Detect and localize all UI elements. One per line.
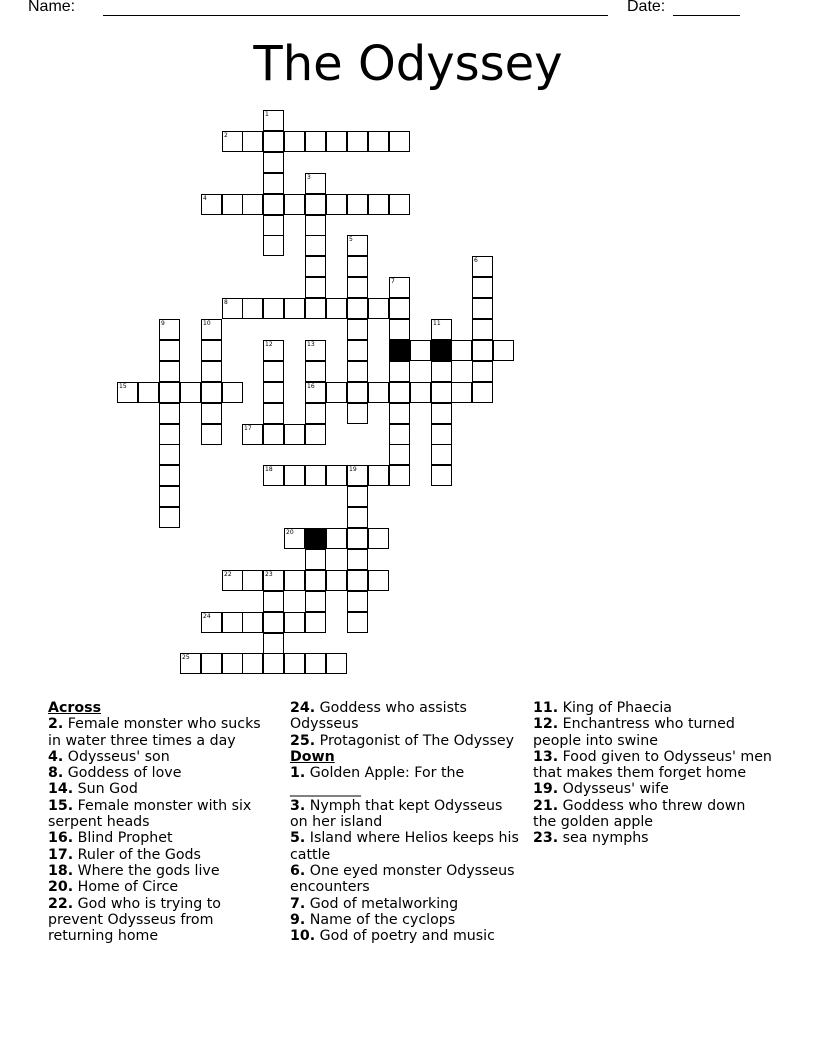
clue-number: 9 bbox=[161, 320, 165, 327]
date-label: Date: bbox=[627, 0, 666, 15]
date-field-line[interactable] bbox=[673, 15, 740, 16]
crossword-cell[interactable] bbox=[305, 215, 326, 236]
crossword-cell[interactable] bbox=[305, 424, 326, 445]
crossword-cell[interactable] bbox=[159, 319, 180, 340]
clue-item-number: 10. bbox=[290, 928, 316, 945]
crossword-cell[interactable] bbox=[284, 194, 305, 215]
crossword-cell[interactable] bbox=[242, 612, 263, 633]
across-clue-list bbox=[48, 716, 278, 944]
clue-item bbox=[48, 798, 278, 831]
crossword-cell[interactable] bbox=[180, 653, 201, 674]
crossword-cell[interactable] bbox=[284, 570, 305, 591]
clue-item-number: 20. bbox=[48, 879, 74, 896]
clue-item-text: Golden Apple: For the __________ bbox=[290, 765, 465, 798]
crossword-cell[interactable] bbox=[389, 424, 410, 445]
clue-item-text: Protagonist of The Odyssey bbox=[319, 732, 515, 749]
crossword-cell[interactable] bbox=[242, 298, 263, 319]
crossword-cell[interactable] bbox=[431, 382, 452, 403]
clue-item bbox=[48, 765, 278, 781]
crossword-cell[interactable] bbox=[347, 340, 368, 361]
clue-item-number: 21. bbox=[533, 797, 559, 814]
clue-number: 19 bbox=[349, 466, 357, 473]
clue-item bbox=[290, 733, 522, 749]
clue-item-text: Enchantress who turned people into swine bbox=[533, 716, 735, 749]
clue-item-text: Odysseus' son bbox=[67, 748, 170, 765]
crossword-cell[interactable] bbox=[326, 298, 347, 319]
clue-number: 13 bbox=[307, 341, 315, 348]
name-label: Name: bbox=[28, 0, 76, 15]
crossword-cell[interactable] bbox=[305, 340, 326, 361]
crossword-cell[interactable] bbox=[201, 361, 222, 382]
crossword-cell[interactable] bbox=[263, 424, 284, 445]
crossword-cell[interactable] bbox=[347, 465, 368, 486]
clues-column-1 bbox=[48, 700, 278, 944]
clue-item-number: 17. bbox=[48, 846, 74, 863]
clue-item-text: God who is trying to prevent Odysseus from returning home bbox=[48, 895, 221, 945]
down-heading: Down bbox=[290, 748, 335, 765]
clue-number: 3 bbox=[307, 174, 311, 181]
crossword-cell[interactable] bbox=[389, 194, 410, 215]
crossword-cell[interactable] bbox=[263, 298, 284, 319]
crossword-cell[interactable] bbox=[263, 465, 284, 486]
crossword-cell[interactable] bbox=[347, 194, 368, 215]
crossword-cell[interactable] bbox=[431, 465, 452, 486]
clue-item-text: Goddess of love bbox=[67, 765, 182, 782]
clue-item bbox=[48, 896, 278, 945]
crossword-cell[interactable] bbox=[305, 256, 326, 277]
crossword-cell[interactable] bbox=[138, 382, 159, 403]
crossword-cell[interactable] bbox=[305, 612, 326, 633]
clue-item bbox=[290, 765, 522, 798]
crossword-cell[interactable] bbox=[159, 403, 180, 424]
crossword-cell[interactable] bbox=[201, 340, 222, 361]
clue-item-text: Goddess who assists Odysseus bbox=[290, 700, 467, 733]
crossword-cell[interactable] bbox=[201, 424, 222, 445]
crossword-cell[interactable] bbox=[159, 340, 180, 361]
crossword-cell[interactable] bbox=[263, 612, 284, 633]
clue-item bbox=[290, 912, 522, 928]
crossword-cell[interactable] bbox=[305, 465, 326, 486]
clue-item-number: 22. bbox=[48, 895, 74, 912]
crossword-cell[interactable] bbox=[347, 486, 368, 507]
crossword-cell[interactable] bbox=[263, 235, 284, 256]
clue-item bbox=[290, 863, 522, 896]
crossword-cell[interactable] bbox=[263, 591, 284, 612]
clue-number: 4 bbox=[203, 195, 207, 202]
crossword-cell[interactable] bbox=[305, 403, 326, 424]
clue-item-number: 15. bbox=[48, 797, 74, 814]
crossword-cell[interactable] bbox=[222, 570, 243, 591]
crossword-cell[interactable] bbox=[117, 382, 138, 403]
clue-item bbox=[290, 830, 522, 863]
clue-item bbox=[48, 749, 278, 765]
crossword-cell[interactable] bbox=[180, 382, 201, 403]
clue-item-text: Ruler of the Gods bbox=[77, 846, 201, 863]
crossword-cell[interactable] bbox=[347, 256, 368, 277]
crossword-cell[interactable] bbox=[347, 298, 368, 319]
crossword-cell[interactable] bbox=[222, 653, 243, 674]
crossword-cell[interactable] bbox=[159, 465, 180, 486]
crossword-cell[interactable] bbox=[410, 340, 431, 361]
crossword-cell[interactable] bbox=[389, 465, 410, 486]
crossword-cell[interactable] bbox=[159, 486, 180, 507]
crossword-cell[interactable] bbox=[347, 549, 368, 570]
crossword-cell[interactable] bbox=[347, 528, 368, 549]
crossword-cell[interactable] bbox=[201, 194, 222, 215]
crossword-cell[interactable] bbox=[263, 340, 284, 361]
clue-number: 6 bbox=[474, 257, 478, 264]
clue-item-number: 24. bbox=[290, 700, 316, 716]
clue-item bbox=[533, 716, 773, 749]
clue-item-number: 6. bbox=[290, 862, 306, 879]
clue-item-number: 18. bbox=[48, 862, 74, 879]
clue-item bbox=[533, 798, 773, 831]
crossword-cell[interactable] bbox=[347, 382, 368, 403]
clue-number: 16 bbox=[307, 383, 315, 390]
crossword-cell[interactable] bbox=[326, 131, 347, 152]
crossword-cell[interactable] bbox=[201, 612, 222, 633]
clue-item-number: 25. bbox=[290, 732, 316, 749]
crossword-cell[interactable] bbox=[326, 194, 347, 215]
clue-item-text: Sun God bbox=[77, 781, 138, 798]
crossword-cell[interactable] bbox=[305, 549, 326, 570]
clue-item-number: 19. bbox=[533, 781, 559, 798]
crossword-cell[interactable] bbox=[431, 444, 452, 465]
clue-item-text: Goddess who threw down the golden apple bbox=[533, 797, 746, 831]
clue-number: 5 bbox=[349, 236, 353, 243]
crossword-cell[interactable] bbox=[201, 403, 222, 424]
crossword-cell[interactable] bbox=[284, 131, 305, 152]
clue-number: 22 bbox=[224, 571, 232, 578]
clue-item bbox=[48, 847, 278, 863]
clue-item-number: 14. bbox=[48, 781, 74, 798]
crossword-cell[interactable] bbox=[326, 465, 347, 486]
down-clue-list bbox=[290, 765, 522, 944]
crossword-cell[interactable] bbox=[159, 361, 180, 382]
clue-item bbox=[48, 830, 278, 846]
clues-column-3 bbox=[533, 700, 773, 847]
crossword-cell[interactable] bbox=[389, 403, 410, 424]
clue-number: 20 bbox=[286, 529, 294, 536]
crossword-cell[interactable] bbox=[263, 194, 284, 215]
clue-number: 25 bbox=[182, 654, 190, 661]
crossword-cell[interactable] bbox=[368, 528, 389, 549]
crossword-cell[interactable] bbox=[326, 570, 347, 591]
clue-item bbox=[290, 896, 522, 912]
worksheet-header bbox=[0, 0, 816, 24]
crossword-cell[interactable] bbox=[159, 424, 180, 445]
crossword-cell[interactable] bbox=[347, 591, 368, 612]
across-clue-list-continued bbox=[290, 700, 522, 749]
crossword-cell[interactable] bbox=[263, 653, 284, 674]
clue-item-number: 8. bbox=[48, 765, 64, 782]
crossword-cell[interactable] bbox=[263, 173, 284, 194]
clue-item-text: Odysseus' wife bbox=[562, 781, 669, 798]
crossword-cell[interactable] bbox=[347, 319, 368, 340]
crossword-cell[interactable] bbox=[284, 424, 305, 445]
crossword-cell[interactable] bbox=[347, 403, 368, 424]
clue-item-number: 5. bbox=[290, 830, 306, 847]
clue-item bbox=[290, 798, 522, 831]
crossword-cell[interactable] bbox=[305, 194, 326, 215]
clue-number: 18 bbox=[265, 466, 273, 473]
clue-item-text: Female monster with six serpent heads bbox=[48, 797, 252, 831]
clue-item-number: 4. bbox=[48, 748, 64, 765]
clue-item bbox=[48, 879, 278, 895]
crossword-cell[interactable] bbox=[472, 361, 493, 382]
clue-number: 2 bbox=[224, 132, 228, 139]
crossword-cell[interactable] bbox=[263, 152, 284, 173]
clue-item-text: Nymph that kept Odysseus on her island bbox=[290, 797, 503, 831]
clue-item-text: King of Phaecia bbox=[562, 700, 672, 716]
clue-number: 21 bbox=[307, 529, 315, 536]
crossword-cell[interactable] bbox=[263, 110, 284, 131]
crossword-cell[interactable] bbox=[431, 319, 452, 340]
clues-column-2 bbox=[290, 700, 522, 944]
clue-number: 12 bbox=[265, 341, 273, 348]
crossword-cell[interactable] bbox=[389, 131, 410, 152]
crossword-cell[interactable] bbox=[389, 361, 410, 382]
clue-number: 23 bbox=[265, 571, 273, 578]
crossword-cell[interactable] bbox=[368, 131, 389, 152]
clue-item-number: 12. bbox=[533, 716, 559, 733]
crossword-cell[interactable] bbox=[222, 382, 243, 403]
crossword-cell[interactable] bbox=[263, 361, 284, 382]
crossword-cell[interactable] bbox=[472, 277, 493, 298]
crossword-cell[interactable] bbox=[347, 277, 368, 298]
clue-item bbox=[290, 700, 522, 733]
clue-item-text: Home of Circe bbox=[77, 879, 179, 896]
clue-item bbox=[48, 716, 278, 749]
crossword-cell[interactable] bbox=[472, 382, 493, 403]
clue-item-text: Where the gods live bbox=[77, 862, 220, 879]
clue-number: 1 bbox=[265, 111, 269, 118]
crossword-cell[interactable] bbox=[368, 465, 389, 486]
clue-item-text: Blind Prophet bbox=[77, 830, 173, 847]
across-heading: Across bbox=[48, 700, 102, 716]
crossword-cell[interactable] bbox=[347, 507, 368, 528]
crossword-cell[interactable] bbox=[305, 361, 326, 382]
clue-number: 11 bbox=[433, 320, 441, 327]
clue-item-text: Food given to Odysseus' men that makes them forget home bbox=[533, 748, 772, 782]
clue-item bbox=[290, 928, 522, 944]
crossword-cell[interactable] bbox=[389, 277, 410, 298]
crossword-cell[interactable] bbox=[305, 235, 326, 256]
clue-item-number: 1. bbox=[290, 765, 306, 782]
page-title: The Odyssey bbox=[253, 36, 563, 92]
crossword-cell[interactable] bbox=[242, 653, 263, 674]
crossword-cell[interactable] bbox=[242, 424, 263, 445]
crossword-cell[interactable] bbox=[431, 403, 452, 424]
black-cell bbox=[305, 528, 326, 549]
clue-item bbox=[533, 830, 773, 846]
crossword-cell[interactable] bbox=[305, 382, 326, 403]
clue-item-text: Island where Helios keeps his cattle bbox=[290, 830, 519, 863]
crossword-cell[interactable] bbox=[368, 570, 389, 591]
crossword-cell[interactable] bbox=[305, 173, 326, 194]
crossword-cell[interactable] bbox=[222, 194, 243, 215]
clue-item-text: Name of the cyclops bbox=[309, 911, 456, 928]
clue-item-number: 11. bbox=[533, 700, 559, 716]
crossword-cell[interactable] bbox=[159, 444, 180, 465]
clue-item-number: 3. bbox=[290, 797, 306, 814]
crossword-cell[interactable] bbox=[284, 653, 305, 674]
crossword-cell[interactable] bbox=[347, 361, 368, 382]
clue-item-number: 13. bbox=[533, 748, 559, 765]
crossword-cell[interactable] bbox=[284, 465, 305, 486]
clue-item-number: 7. bbox=[290, 895, 306, 912]
crossword-cell[interactable] bbox=[368, 194, 389, 215]
clue-item bbox=[533, 781, 773, 797]
clue-item bbox=[48, 781, 278, 797]
name-field-line[interactable] bbox=[103, 15, 608, 16]
clue-number: 15 bbox=[119, 383, 127, 390]
crossword-cell[interactable] bbox=[347, 131, 368, 152]
crossword-cell[interactable] bbox=[431, 424, 452, 445]
crossword-cell[interactable] bbox=[263, 570, 284, 591]
clue-item-text: sea nymphs bbox=[562, 830, 649, 847]
crossword-cell[interactable] bbox=[263, 131, 284, 152]
crossword-cell[interactable] bbox=[389, 298, 410, 319]
clue-item bbox=[533, 700, 773, 716]
crossword-cell[interactable] bbox=[368, 298, 389, 319]
clue-number: 7 bbox=[391, 278, 395, 285]
crossword-cell[interactable] bbox=[201, 382, 222, 403]
clue-number: 8 bbox=[224, 299, 228, 306]
clue-item-text: God of poetry and music bbox=[319, 928, 495, 945]
crossword-cell[interactable] bbox=[305, 298, 326, 319]
crossword-cell[interactable] bbox=[347, 570, 368, 591]
clue-item-number: 23. bbox=[533, 830, 559, 847]
crossword-cell[interactable] bbox=[201, 653, 222, 674]
crossword-cell[interactable] bbox=[263, 633, 284, 654]
crossword-cell[interactable] bbox=[305, 131, 326, 152]
clue-number: 17 bbox=[244, 425, 252, 432]
clue-item bbox=[48, 863, 278, 879]
crossword-cell[interactable] bbox=[326, 528, 347, 549]
crossword-cell[interactable] bbox=[263, 382, 284, 403]
crossword-cell[interactable] bbox=[222, 131, 243, 152]
crossword-cell[interactable] bbox=[368, 382, 389, 403]
crossword-cell[interactable] bbox=[263, 403, 284, 424]
crossword-cell[interactable] bbox=[159, 382, 180, 403]
clue-number: 14 bbox=[391, 341, 399, 348]
clue-item-text: Female monster who sucks in water three times a day bbox=[48, 716, 261, 749]
crossword-cell[interactable] bbox=[242, 570, 263, 591]
crossword-cell[interactable] bbox=[284, 528, 305, 549]
clue-number: 24 bbox=[203, 613, 211, 620]
crossword-cell[interactable] bbox=[472, 340, 493, 361]
crossword-cell[interactable] bbox=[451, 382, 472, 403]
crossword-cell[interactable] bbox=[472, 256, 493, 277]
black-cell bbox=[431, 340, 452, 361]
down-clue-list-continued bbox=[533, 700, 773, 847]
crossword-cell[interactable] bbox=[493, 340, 514, 361]
crossword-cell[interactable] bbox=[284, 612, 305, 633]
crossword-cell[interactable] bbox=[201, 319, 222, 340]
crossword-cell[interactable] bbox=[159, 507, 180, 528]
crossword-cell[interactable] bbox=[389, 382, 410, 403]
clue-item-text: God of metalworking bbox=[309, 895, 459, 912]
crossword-cell[interactable] bbox=[347, 612, 368, 633]
crossword-cell[interactable] bbox=[347, 235, 368, 256]
clue-item-number: 2. bbox=[48, 716, 64, 733]
clue-item-number: 9. bbox=[290, 911, 306, 928]
crossword-cell[interactable] bbox=[284, 298, 305, 319]
crossword-cell[interactable] bbox=[305, 591, 326, 612]
clue-item-text: One eyed monster Odysseus encounters bbox=[290, 862, 515, 896]
crossword-cell[interactable] bbox=[451, 340, 472, 361]
crossword-cell[interactable] bbox=[222, 612, 243, 633]
crossword-cell[interactable] bbox=[389, 444, 410, 465]
crossword-cell[interactable] bbox=[472, 298, 493, 319]
crossword-cell[interactable] bbox=[431, 361, 452, 382]
crossword-cell[interactable] bbox=[472, 319, 493, 340]
crossword-cell[interactable] bbox=[410, 382, 431, 403]
clue-item-number: 16. bbox=[48, 830, 74, 847]
crossword-cell[interactable] bbox=[326, 653, 347, 674]
crossword-cell[interactable] bbox=[326, 382, 347, 403]
crossword-cell[interactable] bbox=[263, 215, 284, 236]
crossword-cell[interactable] bbox=[389, 319, 410, 340]
clue-number: 10 bbox=[203, 320, 211, 327]
crossword-cell[interactable] bbox=[242, 194, 263, 215]
crossword-cell[interactable] bbox=[305, 570, 326, 591]
crossword-cell[interactable] bbox=[222, 298, 243, 319]
black-cell bbox=[389, 340, 410, 361]
crossword-cell[interactable] bbox=[305, 277, 326, 298]
clue-item bbox=[533, 749, 773, 782]
crossword-cell[interactable] bbox=[305, 653, 326, 674]
crossword-cell[interactable] bbox=[242, 131, 263, 152]
